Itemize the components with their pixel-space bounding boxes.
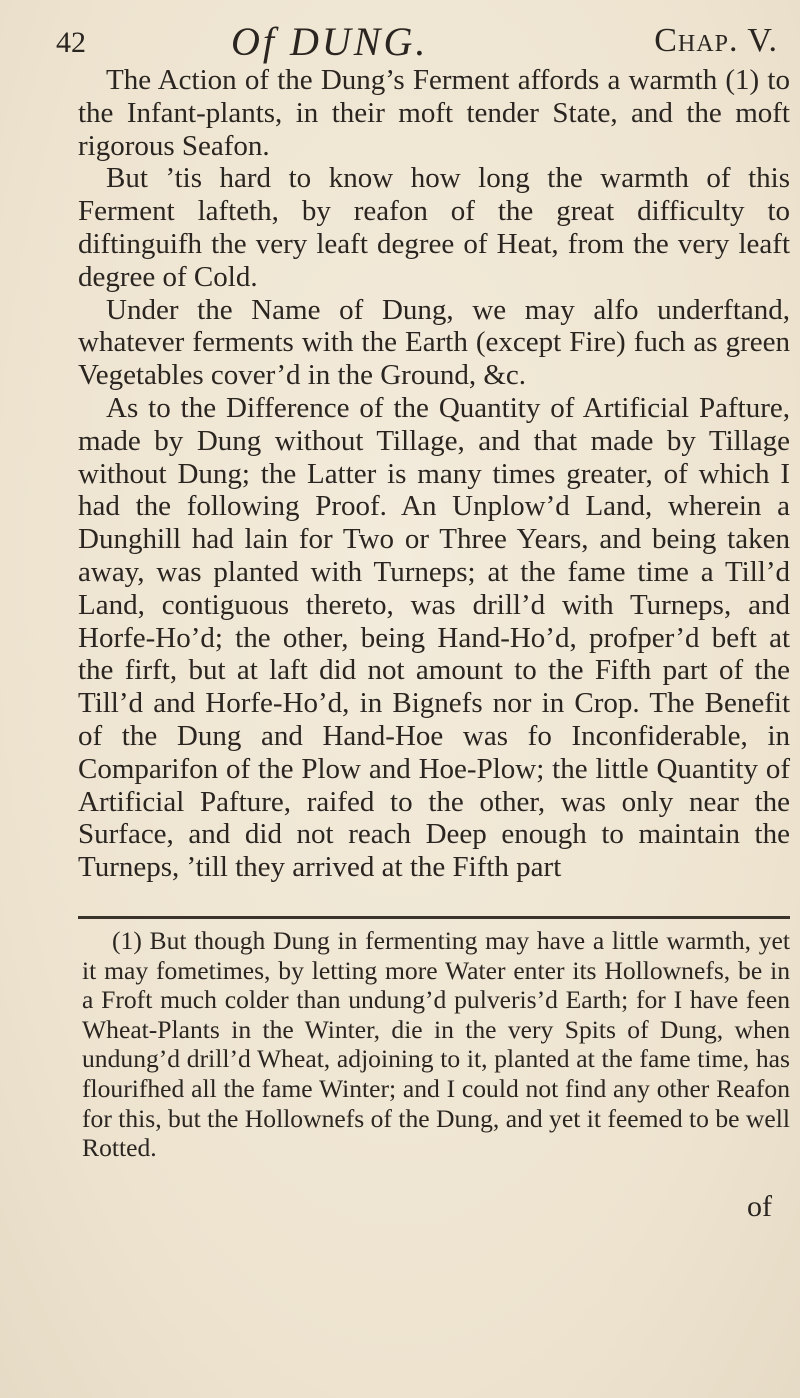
footnote-divider [78, 916, 790, 919]
paragraph: Under the Name of Dung, we may alfo underftand, whatever ferments with the Earth (except Fire) fuch as green Vegetables cover’d in the Ground, &c. [78, 293, 790, 392]
paragraph: The Action of the Dung’s Ferment affords a warmth (1) to the Infant-plants, in their moft tender State, and the moft rigorous Seafon. [78, 64, 790, 162]
page-number: 42 [56, 26, 86, 59]
footnote-text: (1) But though Dung in fermenting may have a little warmth, yet it may fometimes, by letting more Water enter its Hollownefs, be in a Froft much colder than undung’d pulveris’d Earth; for I have feen Wheat-Plants in the Winter, die in the very Spits of Dung, when undung’d drill’d Wheat, adjoining to it, planted at the fame time, has flourifhed all the fame Winter; and I could not find any other Reafon for this, but the Hollownefs of the Dung, and yet it feemed to be well Rotted. [82, 926, 790, 1163]
footnote [82, 926, 790, 1163]
paragraph: As to the Difference of the Quantity of Artificial Pafture, made by Dung without Tillage, and that made by Tillage without Dung; the Latter is many times greater, of which I had the following Proof. An Unplow’d Land, wherein a Dunghill had lain for Two or Three Years, and being taken away, was planted with Turneps; at the fame time a Till’d Land, contiguous thereto, was drill’d with Turneps, and Horfe-Ho’d; the other, being Hand-Ho’d, profper’d beft at the firft, but at laft did not amount to the Fifth part of the Till’d and Horfe-Ho’d, in Bignefs nor in Crop. The Benefit of the Dung and Hand-Hoe was fo Inconfiderable, in Comparifon of the Plow and Hoe-Plow; the little Quantity of Artificial Pafture, raifed to the other, was only near the Surface, and did not reach Deep enough to maintain the Turneps, ’till they arrived at the Fifth part [78, 391, 790, 884]
catchword: of [747, 1190, 772, 1223]
page-header [56, 14, 778, 64]
running-head: Of DUNG. [231, 19, 429, 64]
main-text [78, 64, 790, 884]
paragraph: But ’tis hard to know how long the warmth of this Ferment lafteth, by reafon of the great difficulty to diftinguifh the very leaft degree of Heat, from the very leaft degree of Cold. [78, 162, 790, 293]
chapter-label: Chap. V. [654, 22, 778, 59]
